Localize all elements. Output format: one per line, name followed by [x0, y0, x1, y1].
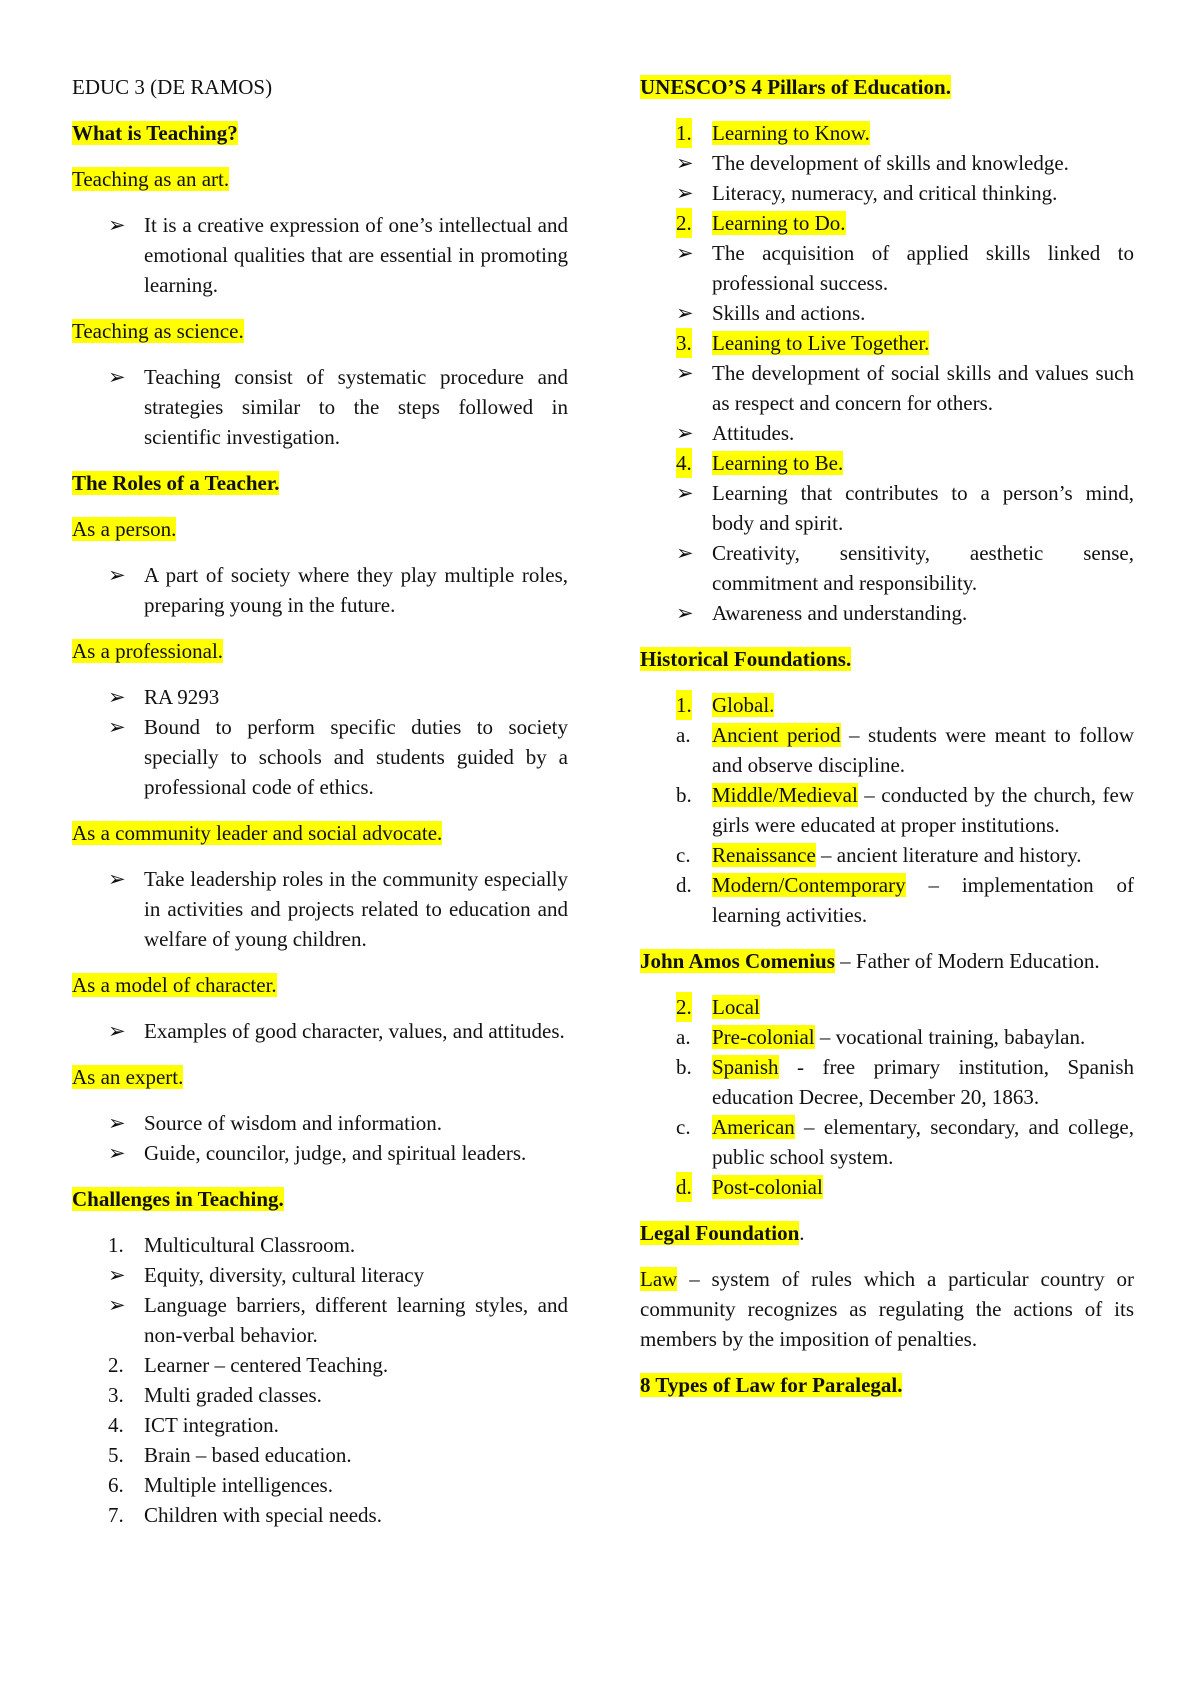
right-column: UNESCO’S 4 Pillars of Education. 1. Learning to Know. ➢ The development of skills and knowledge. ➢ Literacy, numeracy, and critical thinking. 2. Learning to Do. ➢ The acquisition of applied skills linked to professional success. ➢ Skills and actions. 3. Leaning to Live Together. ➢ The development of social skills and values such as respect and concern for others. ➢ Attitudes. 4. Learning to Be. ➢ Learning that contributes to a person’s mind, body and spirit. ➢ Creativity, sensitivity, aesthetic sense, commitment and responsibility. ➢ Awareness and understanding. Historical Foundations. 1. Global. a. Ancient period – students were meant to follow and observe discipline. b. Middle/Medieval – conducted by the church, few girls were educated at proper institutions. c. Renaissance – ancient literature and history. d. Modern/Contemporary – implementation of learning activities. John Amos Comenius – Father of Modern Education. 2. Local a. Pre-colonial – vocational training, babaylan. b. Spanish - free primary institution, Spanish education Decree, December 20, 1863. c. American – elementary, secondary, and college, public school system. d. Post-colonial Legal Foundation. Law – system of rules which a particular country or community recognizes as regulating the actions of its members by the imposition of penalties. 8 Types of Law for Paralegal.: [640, 75, 1135, 1397]
bullet-arrow-icon: ➢: [676, 481, 694, 505]
bullet-arrow-icon: ➢: [108, 1293, 126, 1317]
list-item: ➢ Guide, councilor, judge, and spiritual leaders.: [72, 1138, 568, 1168]
what-is-teaching-heading: What is Teaching?: [72, 121, 238, 145]
roles-heading: The Roles of a Teacher.: [72, 471, 280, 495]
left-column: [72, 72, 568, 1546]
list-item: ➢ The development of skills and knowledge.: [640, 148, 1134, 178]
list-item: ➢ A part of society where they play multiple roles, preparing young in the future.: [72, 560, 568, 620]
teaching-art-heading: Teaching as an art.: [72, 167, 230, 191]
list-item: c. American – elementary, secondary, and college, public school system.: [676, 1115, 1134, 1169]
bullet-arrow-icon: ➢: [676, 301, 694, 325]
bullet-arrow-icon: ➢: [676, 181, 694, 205]
as-professional-heading: As a professional.: [72, 639, 224, 663]
list-item: 4. Learning to Be.: [640, 448, 1134, 478]
community-points: [72, 864, 568, 954]
list-item: ➢ Source of wisdom and information.: [72, 1108, 568, 1138]
list-item: d. Post-colonial: [640, 1172, 1134, 1202]
bullet-arrow-icon: ➢: [676, 421, 694, 445]
list-item: 1. Multicultural Classroom.: [108, 1233, 356, 1257]
list-item: ➢ The development of social skills and values such as respect and concern for others.: [640, 358, 1134, 418]
bullet-arrow-icon: ➢: [108, 867, 126, 891]
as-model-heading: As a model of character.: [72, 973, 277, 997]
list-item: a. Pre-colonial – vocational training, babaylan.: [676, 1025, 1086, 1049]
model-points: [72, 1016, 568, 1046]
challenges-list: [72, 1230, 568, 1530]
list-item: ➢ Skills and actions.: [640, 298, 1134, 328]
list-item: 1. Learning to Know.: [640, 118, 1134, 148]
list-item: ➢ Learning that contributes to a person’s mind, body and spirit.: [640, 478, 1134, 538]
list-item: 1. Global.: [640, 690, 1134, 720]
expert-points: [72, 1108, 568, 1168]
unesco-heading: UNESCO’S 4 Pillars of Education.: [640, 75, 951, 99]
legal-heading: Legal Foundation: [640, 1221, 800, 1245]
list-item: 5. Brain – based education.: [108, 1443, 352, 1467]
list-item: 2. Learning to Do.: [640, 208, 1134, 238]
list-item: ➢ Creativity, sensitivity, aesthetic sense, commitment and responsibility.: [640, 538, 1134, 598]
law-term: Law: [640, 1267, 678, 1291]
bullet-arrow-icon: ➢: [108, 213, 126, 237]
types-of-law-heading: 8 Types of Law for Paralegal.: [640, 1373, 903, 1397]
law-paragraph: Law – system of rules which a particular country or community recognizes as regulating the actions of its members by the imposition of penalties.: [640, 1267, 1134, 1351]
list-item: ➢ Equity, diversity, cultural literacy: [72, 1260, 568, 1290]
list-item: 3. Multi graded classes.: [108, 1383, 322, 1407]
list-item: 3. Leaning to Live Together.: [640, 328, 1134, 358]
bullet-arrow-icon: ➢: [108, 1019, 126, 1043]
as-community-leader-heading: As a community leader and social advocate.: [72, 821, 443, 845]
local-list: [640, 992, 1134, 1202]
list-item: ➢ Attitudes.: [640, 418, 1134, 448]
bullet-arrow-icon: ➢: [108, 563, 126, 587]
list-item: ➢ Bound to perform specific duties to society specially to schools and students guided by a professional code of ethics.: [72, 712, 568, 802]
as-person-heading: As a person.: [72, 517, 177, 541]
comenius-paragraph: John Amos Comenius – Father of Modern Education.: [640, 949, 1100, 973]
bullet-arrow-icon: ➢: [676, 541, 694, 565]
bullet-arrow-icon: ➢: [676, 151, 694, 175]
bullet-arrow-icon: ➢: [676, 601, 694, 625]
list-item: d. Modern/Contemporary – implementation of learning activities.: [676, 873, 1134, 927]
historical-heading: Historical Foundations.: [640, 647, 852, 671]
global-list: [640, 690, 1134, 930]
list-item: ➢ Examples of good character, values, and attitudes.: [72, 1016, 568, 1046]
person-points: [72, 560, 568, 620]
professional-points: [72, 682, 568, 802]
list-item: ➢ It is a creative expression of one’s intellectual and emotional qualities that are essential in promoting learning.: [72, 210, 568, 300]
bullet-arrow-icon: ➢: [108, 1111, 126, 1135]
bullet-arrow-icon: ➢: [108, 685, 126, 709]
bullet-arrow-icon: ➢: [676, 361, 694, 385]
list-item: ➢ The acquisition of applied skills linked to professional success.: [640, 238, 1134, 298]
list-item: ➢ Language barriers, different learning styles, and non-verbal behavior.: [72, 1290, 568, 1350]
bullet-arrow-icon: ➢: [108, 715, 126, 739]
list-item: 2. Local: [640, 992, 1134, 1022]
list-item: ➢ Take leadership roles in the community especially in activities and projects related to education and welfare of young children.: [72, 864, 568, 954]
bullet-arrow-icon: ➢: [108, 1263, 126, 1287]
list-item: 4. ICT integration.: [108, 1413, 279, 1437]
art-points: [72, 210, 568, 300]
list-item: 7. Children with special needs.: [108, 1503, 382, 1527]
list-item: a. Ancient period – students were meant to follow and observe discipline.: [676, 723, 1135, 777]
list-item: ➢ Awareness and understanding.: [640, 598, 1134, 628]
bullet-arrow-icon: ➢: [108, 365, 126, 389]
list-item: c. Renaissance – ancient literature and history.: [676, 843, 1082, 867]
teaching-science-heading: Teaching as science.: [72, 319, 244, 343]
course-title: EDUC 3 (DE RAMOS): [72, 75, 273, 99]
pillars-list: [640, 118, 1134, 628]
list-item: 2. Learner – centered Teaching.: [108, 1353, 389, 1377]
bullet-arrow-icon: ➢: [108, 1141, 126, 1165]
list-item: ➢ Teaching consist of systematic procedure and strategies similar to the steps followed in scientific investigation.: [72, 362, 568, 452]
comenius-name: John Amos Comenius: [640, 949, 835, 973]
list-item: b. Spanish - free primary institution, Spanish education Decree, December 20, 1863.: [676, 1055, 1134, 1109]
as-expert-heading: As an expert.: [72, 1065, 184, 1089]
bullet-arrow-icon: ➢: [676, 241, 694, 265]
list-item: ➢ Literacy, numeracy, and critical thinking.: [640, 178, 1134, 208]
list-item: ➢ RA 9293: [72, 682, 568, 712]
science-points: [72, 362, 568, 452]
challenges-heading: Challenges in Teaching.: [72, 1187, 284, 1211]
list-item: 6. Multiple intelligences.: [108, 1473, 333, 1497]
list-item: b. Middle/Medieval – conducted by the church, few girls were educated at proper institutions.: [676, 783, 1134, 837]
